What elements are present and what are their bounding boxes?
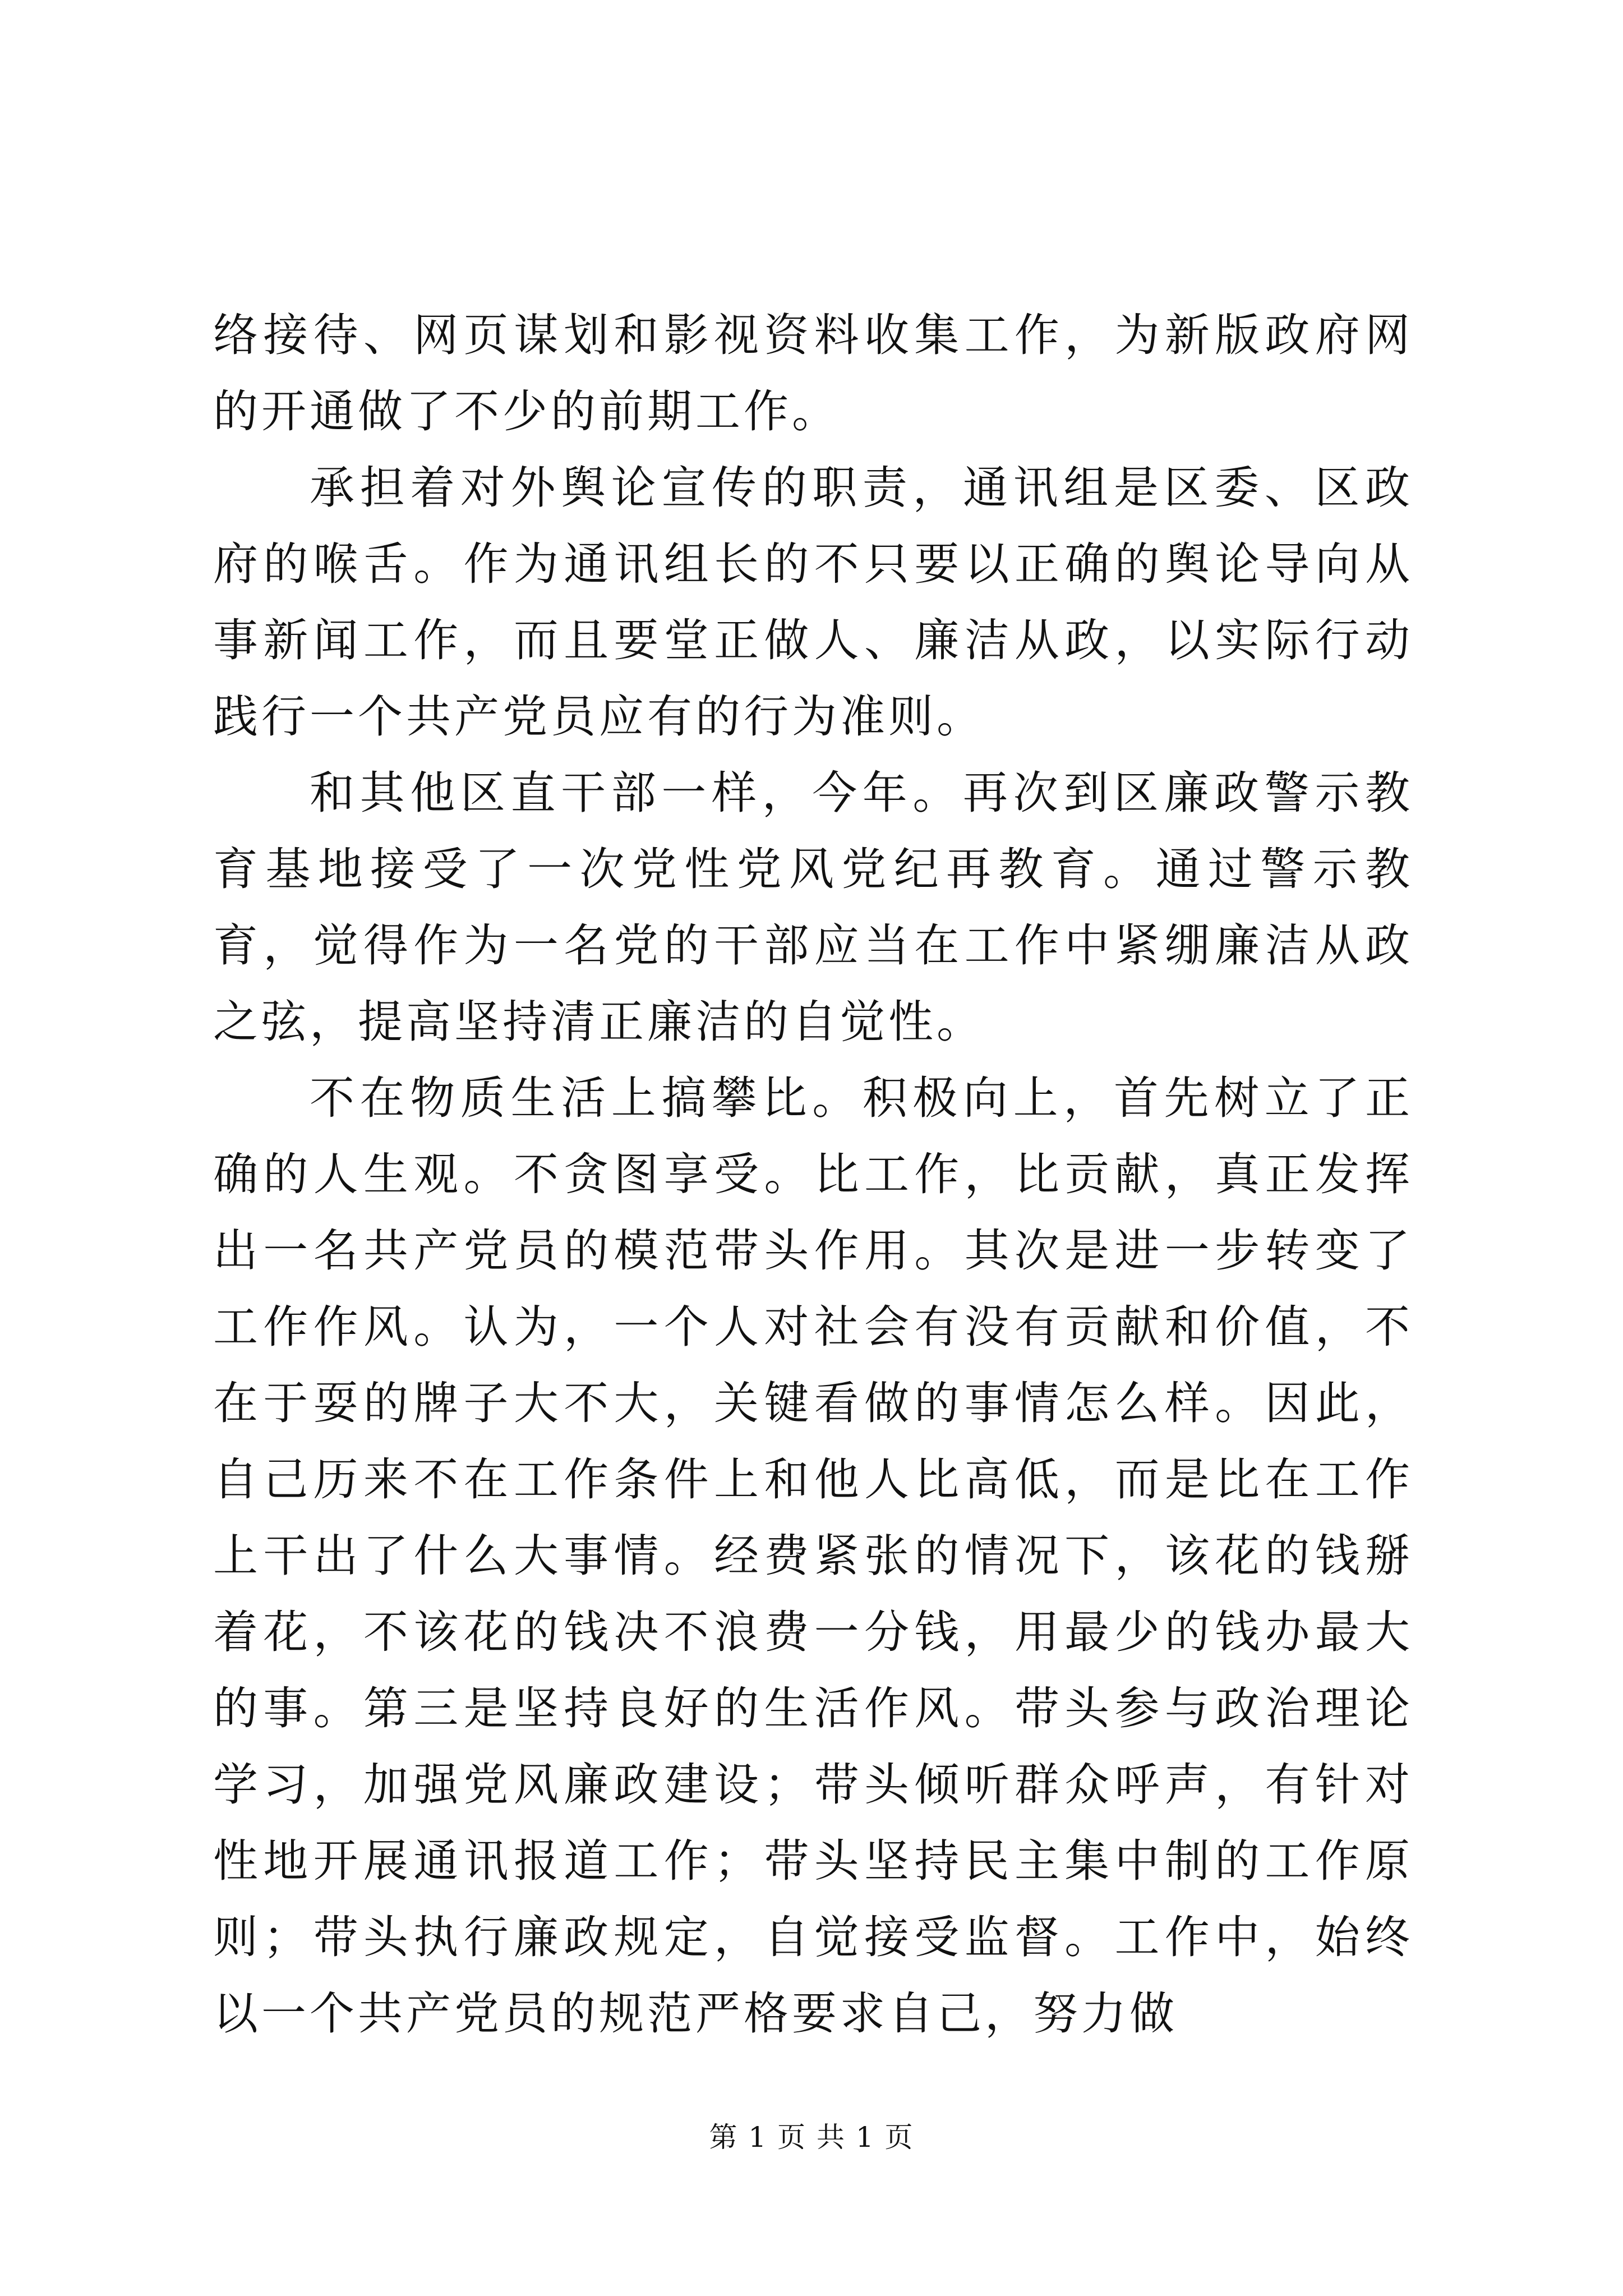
page-footer: 第 1 页 共 1 页	[709, 2121, 914, 2154]
paragraph-4: 不在物质生活上搞攀比。积极向上，首先树立了正确的人生观。不贪图享受。比工作，比贡献，真正发挥出一名共产党员的模范带头作用。其次是进一步转变了工作作风。认为，一个人对社会有没有贡献和价值，不在于耍的牌子大不大，关键看做的事情怎么样。因此，自己历来不在工作条件上和他人比高低，而是比在工作上干出了什么大事情。经费紧张的情况下，该花的钱掰着花，不该花的钱决不浪费一分钱，用最少的钱办最大的事。第三是坚持良好的生活作风。带头参与政治理论学习，加强党风廉政建设；带头倾听群众呼声，有针对性地开展通讯报道工作；带头坚持民主集中制的工作原则；带头执行廉政规定，自觉接受监督。工作中，始终以一个共产党员的规范严格要求自己，努力做	[213, 1072, 1413, 2040]
paragraph-2: 承担着对外舆论宣传的职责，通讯组是区委、区政府的喉舌。作为通讯组长的不只要以正确的舆论导向从事新闻工作，而且要堂正做人、廉洁从政，以实际行动践行一个共产党员应有的行为准则。	[213, 462, 1413, 743]
paragraph-3: 和其他区直干部一样，今年。再次到区廉政警示教育基地接受了一次党性党风党纪再教育。通过警示教育，觉得作为一名党的干部应当在工作中紧绷廉洁从政之弦，提高坚持清正廉洁的自觉性。	[213, 767, 1413, 1048]
document-body	[213, 297, 1413, 2052]
paragraph-1: 络接待、网页谋划和影视资料收集工作，为新版政府网的开通做了不少的前期工作。	[213, 309, 1413, 438]
